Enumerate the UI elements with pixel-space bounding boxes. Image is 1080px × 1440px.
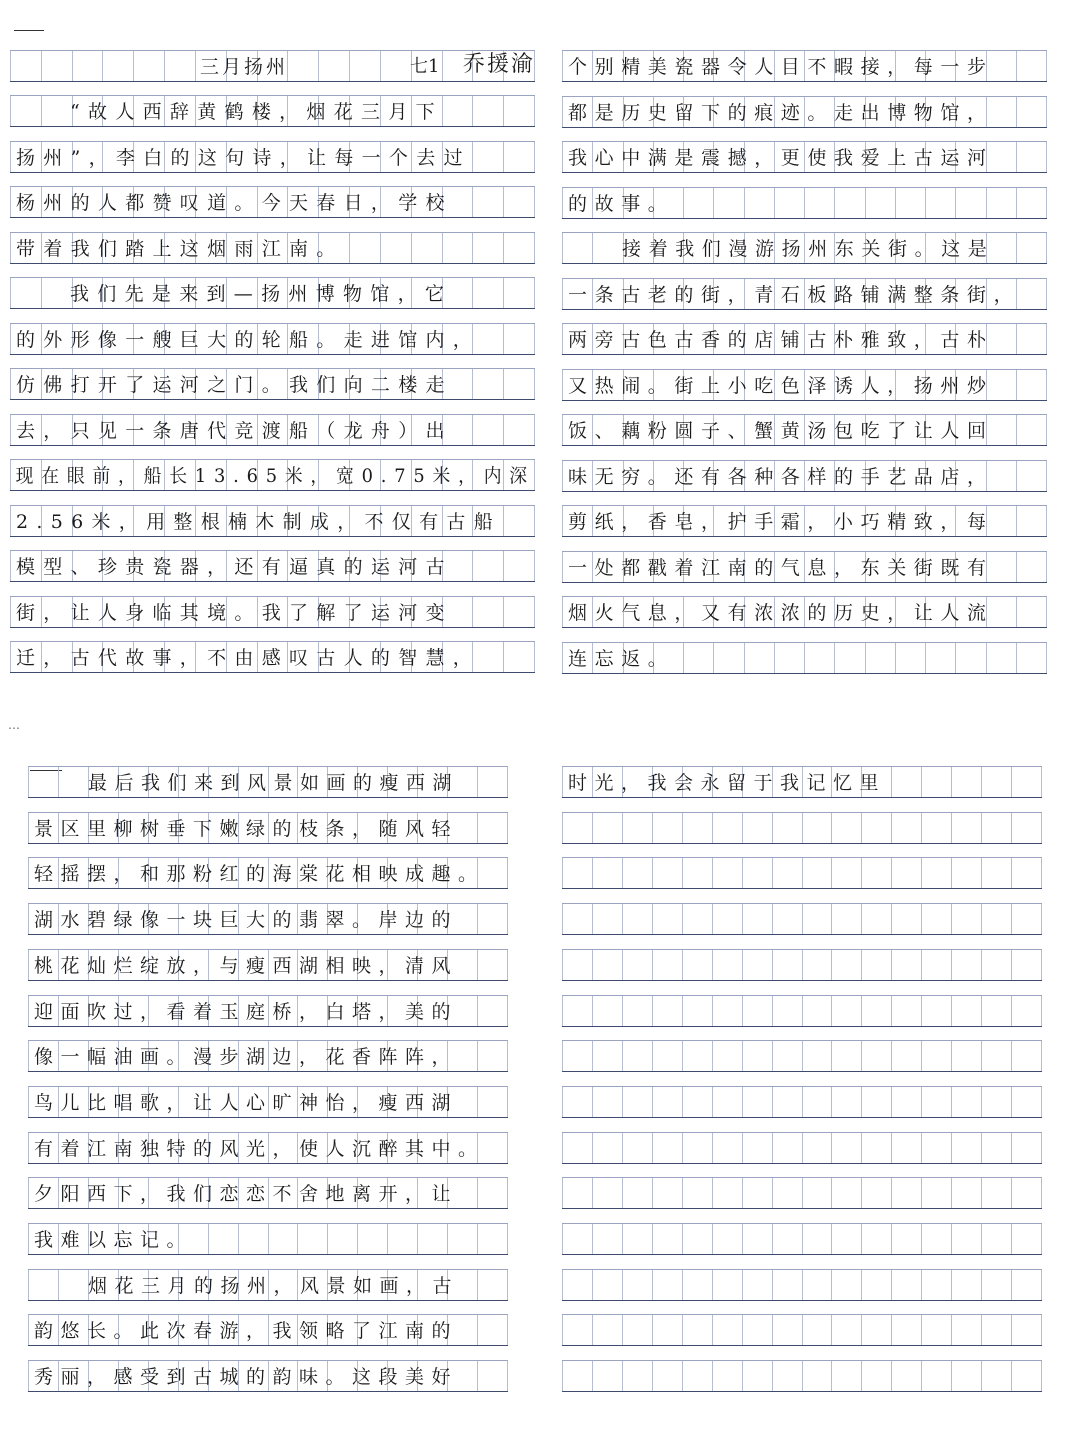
grid-row bbox=[10, 186, 535, 218]
text-line: 杨州的人都赞叹道。今天春日，学校 bbox=[16, 192, 453, 214]
text-line: 景区里柳树垂下嫩绿的枝条，随风轻 bbox=[34, 817, 459, 840]
grid-row bbox=[28, 812, 508, 844]
text-line: 烟花三月的扬州，风景如画，古 bbox=[88, 1274, 460, 1297]
text-line: 时光，我会永留于我记忆里 bbox=[568, 772, 887, 794]
grid-row bbox=[28, 949, 508, 981]
text-line: 鸟儿比唱歌，让人心旷神怡，瘦西湖 bbox=[34, 1091, 459, 1114]
grid-row bbox=[10, 641, 535, 673]
grid-row bbox=[10, 550, 535, 582]
grid-row bbox=[562, 766, 1042, 798]
grid-row bbox=[562, 949, 1042, 981]
grid-row bbox=[10, 232, 535, 264]
grid-row bbox=[562, 505, 1047, 537]
grid-row bbox=[562, 187, 1047, 219]
text-line: 秀丽，感受到古城的韵味。这段美好 bbox=[34, 1366, 459, 1389]
grid-row bbox=[10, 95, 535, 127]
manuscript-page-4 bbox=[562, 762, 1042, 1392]
text-line: 韵悠长。此次春游，我领略了江南的 bbox=[34, 1320, 459, 1343]
text-line: 个别精美瓷器令人目不暇接，每一步 bbox=[568, 56, 994, 78]
grid-row bbox=[562, 369, 1047, 401]
text-line: 桃花灿烂绽放，与瘦西湖相映，清风 bbox=[34, 954, 459, 977]
grid-row bbox=[562, 1132, 1042, 1164]
manuscript-page-1 bbox=[10, 50, 535, 690]
grid-row bbox=[10, 596, 535, 628]
grid-row bbox=[562, 642, 1047, 674]
grid-row bbox=[28, 857, 508, 889]
manuscript-page-2 bbox=[562, 50, 1047, 690]
grid-row bbox=[28, 995, 508, 1027]
text-line: 带着我们踏上这烟雨江南。 bbox=[16, 237, 344, 260]
grid-row bbox=[10, 459, 535, 491]
grid-row bbox=[28, 1223, 508, 1255]
grid-row bbox=[562, 232, 1047, 264]
text-line: 迎面吹过，看着玉庭桥，白塔，美的 bbox=[34, 1000, 459, 1023]
grid-row bbox=[562, 1177, 1042, 1209]
text-line: 模型、珍贵瓷器，还有逼真的运河古 bbox=[16, 556, 453, 578]
author-name: 乔援渝 bbox=[462, 52, 535, 77]
grid-row bbox=[562, 995, 1042, 1027]
text-line: 像一幅油画。漫步湖边，花香阵阵， bbox=[34, 1046, 459, 1069]
text-line: 街，让人身临其境。我了解了运河变 bbox=[16, 601, 453, 624]
grid-row bbox=[562, 1040, 1042, 1072]
margin-dash bbox=[14, 30, 44, 31]
text-line: 2.56米，用整根楠木制成，不仅有古船 bbox=[16, 510, 502, 533]
grid-row bbox=[562, 903, 1042, 935]
grid-row bbox=[562, 857, 1042, 889]
text-line: 一条古老的街，青石板路铺满整条街， bbox=[568, 283, 1021, 306]
grid-row bbox=[562, 1314, 1042, 1346]
grid-row bbox=[562, 812, 1042, 844]
grid-row bbox=[28, 1040, 508, 1072]
grid-row bbox=[562, 1360, 1042, 1392]
essay-title: 三月扬州 bbox=[200, 56, 289, 78]
grid-row bbox=[28, 1132, 508, 1164]
grid-row bbox=[562, 414, 1047, 446]
text-line: 现在眼前，船长13.65米，宽0.75米，内深 bbox=[15, 465, 535, 487]
text-line: 烟火气息，又有浓浓的历史，让人流 bbox=[568, 602, 994, 624]
grid-row bbox=[10, 141, 535, 173]
grid-row bbox=[10, 323, 535, 355]
text-line: 又热闹。街上小吃色泽诱人，扬州炒 bbox=[568, 374, 994, 397]
grid-row bbox=[562, 1223, 1042, 1255]
grid-row bbox=[562, 141, 1047, 173]
grid-row bbox=[10, 505, 535, 537]
text-line: 剪纸，香皂，护手霜，小巧精致，每 bbox=[568, 511, 994, 533]
grid-row bbox=[562, 551, 1047, 583]
text-line: 扬州”，李白的这句诗，让每一个去过 bbox=[16, 146, 471, 169]
text-line: 仿佛打开了运河之门。我们向二楼走 bbox=[16, 374, 453, 396]
text-line: 的故事。 bbox=[568, 192, 675, 215]
text-line: 有着江南独特的风光，使人沉醉其中。 bbox=[34, 1137, 485, 1160]
grid-row bbox=[28, 1086, 508, 1118]
grid-row bbox=[562, 278, 1047, 310]
text-line: 我心中满是震撼，更使我爱上古运河 bbox=[568, 147, 994, 169]
grid-row bbox=[10, 414, 535, 446]
text-line: 连忘返。 bbox=[568, 647, 675, 670]
grid-row bbox=[562, 50, 1047, 82]
text-line: 我们先是来到—扬州博物馆，它 bbox=[70, 283, 453, 305]
grid-row bbox=[562, 323, 1047, 355]
grid-row bbox=[562, 596, 1047, 628]
text-line: 接着我们漫游扬州东关街。这是 bbox=[622, 238, 995, 260]
grid-row bbox=[28, 1314, 508, 1346]
text-line: 的外形像一艘巨大的轮船。走进馆内， bbox=[16, 328, 481, 351]
class-label: 七1 bbox=[410, 56, 440, 77]
text-line: 去，只见一条唐代竞渡船（龙舟）出 bbox=[16, 419, 453, 442]
text-line: 一处都戳着江南的气息，东关街既有 bbox=[568, 556, 994, 579]
grid-row bbox=[28, 1269, 508, 1301]
grid-row bbox=[10, 277, 535, 309]
text-line: 味无穷。还有各种各样的手艺品店， bbox=[568, 465, 994, 488]
text-line: 最后我们来到风景如画的瘦西湖 bbox=[88, 772, 460, 794]
grid-row bbox=[562, 96, 1047, 128]
text-line: 夕阳西下，我们恋恋不舍地离开，让 bbox=[34, 1183, 459, 1206]
text-line: 迁，古代故事，不由感叹古人的智慧， bbox=[16, 647, 481, 669]
grid-row bbox=[562, 1086, 1042, 1118]
grid-row bbox=[28, 903, 508, 935]
grid-row bbox=[28, 1360, 508, 1392]
grid-row bbox=[10, 368, 535, 400]
title-row bbox=[10, 50, 535, 82]
text-line: 轻摇摆，和那粉红的海棠花相映成趣。 bbox=[34, 863, 485, 886]
grid-row bbox=[562, 460, 1047, 492]
text-line: 都是历史留下的痕迹。走出博物馆， bbox=[568, 101, 994, 124]
manuscript-page-3 bbox=[28, 762, 508, 1392]
text-line: “故人西辞黄鹤楼，烟花三月下 bbox=[70, 101, 443, 123]
grid-row bbox=[28, 766, 508, 798]
grid-row bbox=[562, 1269, 1042, 1301]
text-line: 两旁古色古香的店铺古朴雅致，古朴 bbox=[568, 329, 994, 351]
text-line: 湖水碧绿像一块巨大的翡翠。岸边的 bbox=[34, 909, 459, 932]
text-line: 我难以忘记。 bbox=[34, 1229, 194, 1251]
text-line: 饭、藕粉圆子、蟹黄汤包吃了让人回 bbox=[568, 420, 994, 442]
stray-mark: … bbox=[8, 718, 20, 732]
grid-row bbox=[28, 1177, 508, 1209]
